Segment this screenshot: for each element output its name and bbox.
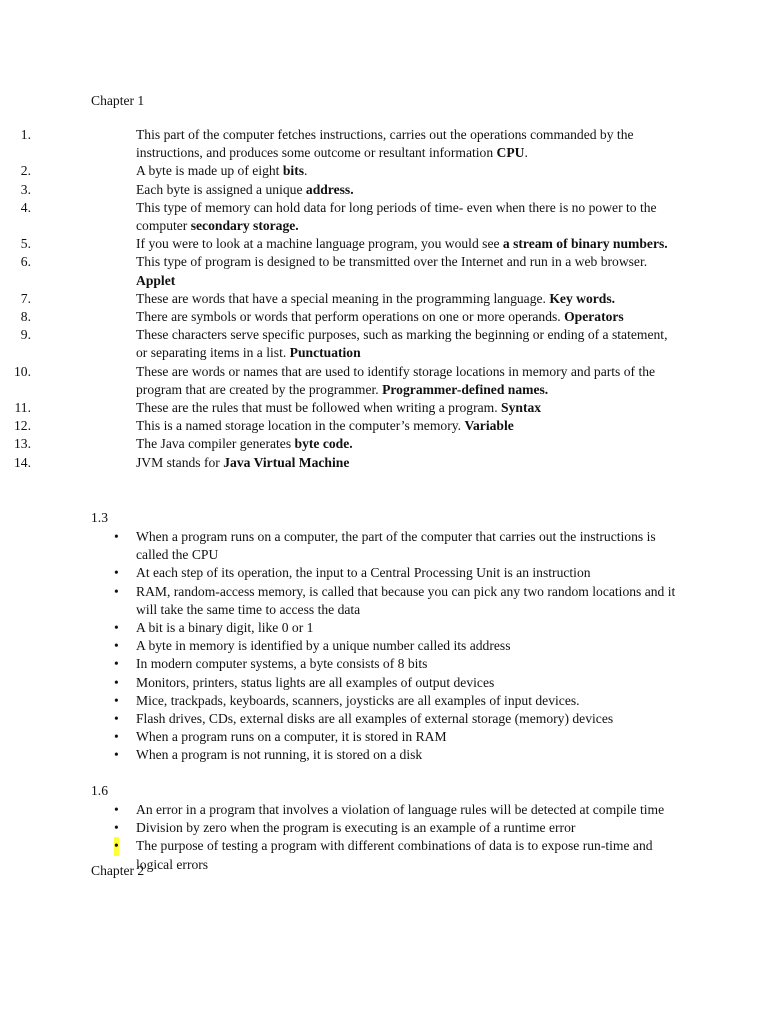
list-item-text: When a program runs on a computer, it is stored in RAM — [136, 729, 447, 745]
list-item — [0, 728, 676, 746]
question-item — [0, 126, 676, 162]
bullet-icon: • — [114, 802, 119, 817]
question-item — [0, 181, 676, 199]
list-item-text: Division by zero when the program is executing is an example of a runtime error — [136, 820, 576, 836]
question-item — [0, 290, 676, 308]
question-item — [0, 253, 676, 289]
bullet-icon: • — [114, 747, 119, 763]
question-answer: bits — [282, 163, 305, 179]
list-item — [0, 801, 676, 819]
question-text: There are symbols or words that perform operations on one or more operands. — [136, 309, 565, 325]
list-item — [0, 710, 676, 728]
list-item — [0, 819, 676, 837]
question-text: Each byte is assigned a unique — [136, 181, 306, 197]
bullet-icon: • — [114, 583, 119, 599]
question-number: 6. — [20, 254, 31, 270]
bullet-icon: • — [114, 656, 119, 672]
question-item — [0, 399, 676, 417]
question-text: This type of program is designed to be transmitted over the Internet and run in a web browser. — [136, 254, 648, 270]
list-item-text: An error in a program that involves a violation of language rules will be detected at compile time — [136, 802, 665, 817]
question-answer: Java Virtual Machine — [223, 454, 350, 470]
question-answer: address. — [305, 181, 354, 197]
list-item-text: Mice, trackpads, keyboards, scanners, joysticks are all examples of input devices. — [136, 692, 580, 708]
list-item — [0, 564, 676, 582]
question-answer: byte code. — [294, 436, 353, 452]
list-item-text: When a program is not running, it is stored on a disk — [136, 747, 423, 763]
question-item — [0, 417, 676, 435]
section-1-3-list — [0, 528, 768, 765]
section-1-3-heading: 1.3 — [91, 510, 108, 525]
chapter-2-heading: Chapter 2 — [91, 863, 145, 878]
highlighted-bullet-icon: • — [114, 837, 119, 855]
question-number: 4. — [20, 199, 31, 215]
question-tail: . — [524, 145, 528, 161]
chapter-1-heading: Chapter 1 — [91, 93, 145, 108]
question-number: 2. — [20, 163, 31, 179]
list-item-text: A byte in memory is identified by a unique number called its address — [136, 638, 511, 654]
question-answer: Programmer-defined names. — [382, 381, 549, 397]
bullet-icon: • — [114, 565, 119, 581]
question-number: 14. — [14, 454, 31, 470]
list-item — [0, 692, 676, 710]
list-item-text: The purpose of testing a program with different combinations of data is to expose run-time and logical errors — [136, 838, 653, 872]
question-number: 9. — [20, 327, 31, 343]
question-text: JVM stands for — [136, 454, 224, 470]
list-item-text: In modern computer systems, a byte consists of 8 bits — [136, 656, 428, 672]
question-answer: Variable — [464, 418, 514, 434]
bullet-icon: • — [114, 529, 119, 544]
bullet-icon: • — [114, 638, 119, 654]
bullet-icon: • — [114, 711, 119, 727]
question-text: These are words that have a special meaning in the programming language. — [136, 290, 550, 306]
question-number: 7. — [20, 290, 31, 306]
section-1-6-heading: 1.6 — [91, 783, 108, 798]
question-answer: secondary storage. — [190, 218, 299, 234]
list-item-text: RAM, random-access memory, is called that because you can pick any two random locations and it will take the same time to access the data — [136, 583, 676, 617]
list-item — [0, 637, 676, 655]
question-number: 8. — [20, 309, 31, 325]
list-item — [0, 528, 676, 564]
question-item — [0, 326, 676, 362]
question-answer: Punctuation — [289, 345, 361, 361]
question-answer: CPU — [496, 145, 525, 161]
question-answer: Applet — [136, 272, 176, 288]
question-item — [0, 162, 676, 180]
question-item — [0, 235, 676, 253]
question-number: 1. — [20, 127, 31, 142]
question-number: 3. — [20, 181, 31, 197]
question-text: This type of memory can hold data for long periods of time- even when there is no power to the computer — [136, 199, 657, 234]
question-tail: . — [304, 163, 308, 179]
question-item — [0, 308, 676, 326]
question-item — [0, 435, 676, 453]
question-answer: Operators — [564, 309, 624, 325]
bullet-icon: • — [114, 674, 119, 690]
question-number: 5. — [20, 236, 31, 252]
list-item — [0, 674, 676, 692]
question-text: The Java compiler generates — [136, 436, 295, 452]
question-number: 13. — [14, 436, 31, 452]
bullet-icon: • — [114, 692, 119, 708]
question-text: These are words or names that are used to identify storage locations in memory and parts of the program that are created by the programmer. — [136, 363, 656, 397]
bullet-icon: • — [114, 620, 119, 636]
list-item — [0, 655, 676, 673]
question-answer: Syntax — [501, 400, 542, 416]
list-item-text: When a program runs on a computer, the part of the computer that carries out the instructions is called the CPU — [136, 529, 656, 563]
bullet-icon: • — [114, 820, 119, 836]
question-item — [0, 363, 676, 399]
question-answer: Key words. — [549, 290, 616, 306]
list-item-text: Monitors, printers, status lights are all examples of output devices — [136, 674, 495, 690]
list-item — [0, 583, 676, 619]
question-answer: a stream of binary numbers. — [502, 236, 668, 252]
bullet-icon: • — [114, 729, 119, 745]
list-item-text: At each step of its operation, the input to a Central Processing Unit is an instruction — [136, 565, 591, 581]
question-text: This is a named storage location in the computer’s memory. — [136, 418, 465, 434]
question-text: These are the rules that must be followed when writing a program. — [136, 400, 502, 416]
chapter-1-question-list — [0, 126, 768, 472]
question-text: This part of the computer fetches instructions, carries out the operations commanded by the instructions, and produces some outcome or resultant information — [136, 127, 634, 161]
list-item — [0, 619, 676, 637]
question-number: 11. — [14, 400, 31, 416]
list-item — [0, 746, 676, 764]
question-number: 12. — [14, 418, 31, 434]
list-item-text: Flash drives, CDs, external disks are all examples of external storage (memory) devices — [136, 711, 614, 727]
question-text: If you were to look at a machine language program, you would see — [136, 236, 503, 252]
list-item-text: A bit is a binary digit, like 0 or 1 — [136, 620, 314, 636]
question-item — [0, 199, 676, 235]
question-text: These characters serve specific purposes, such as marking the beginning or ending of a statement, or separating items in a list. — [136, 327, 668, 361]
question-text: A byte is made up of eight — [136, 163, 283, 179]
question-number: 10. — [14, 363, 31, 379]
question-item — [0, 454, 676, 472]
